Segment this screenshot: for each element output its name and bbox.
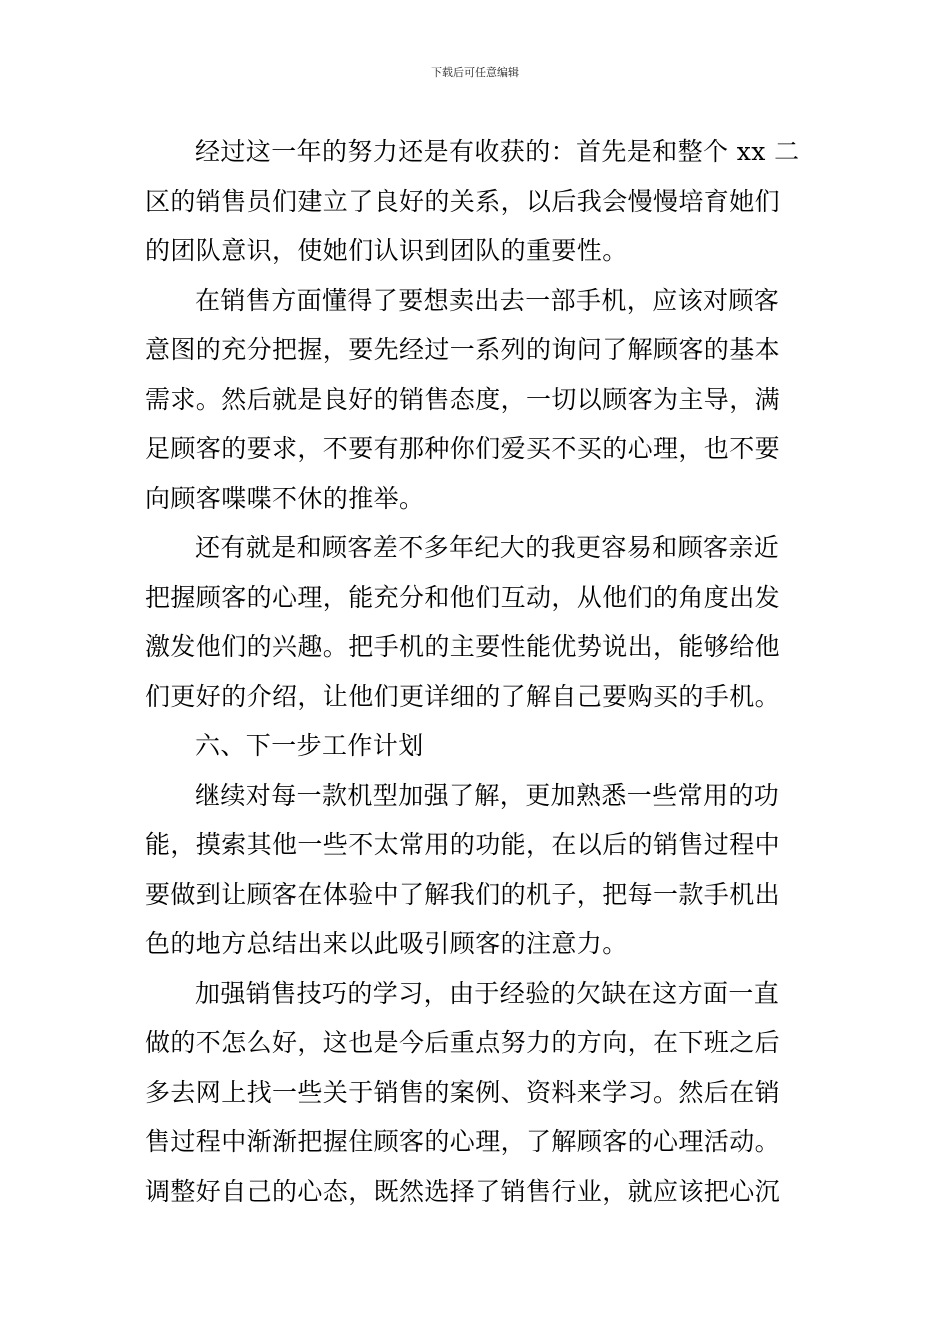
text-line: 在销售方面懂得了要想卖出去一部手机，应该对顾客 (195, 285, 780, 315)
text-line: 做的不怎么好，这也是今后重点努力的方向，在下班之后 (145, 1028, 781, 1057)
text-line: 的团队意识，使她们认识到团队的重要性。 (145, 236, 628, 265)
text-line: 要做到让顾客在体验中了解我们的机子，把每一款手机出 (145, 879, 781, 909)
text-line: 们更好的介绍，让他们更详细的了解自己要购买的手机。 (145, 681, 781, 711)
text-line: 能，摸索其他一些不太常用的功能，在以后的销售过程中 (145, 830, 781, 859)
text-line: 调整好自己的心态，既然选择了销售行业，就应该把心沉 (145, 1176, 781, 1206)
text-line: 向顾客喋喋不休的推举。 (145, 483, 425, 513)
text-line: 加强销售技巧的学习，由于经验的欠缺在这方面一直 (195, 978, 780, 1008)
page-header: 下载后可任意编辑 (431, 66, 519, 79)
text-line: 经过这一年的努力还是有收获的：首先是和整个 xx 二 (195, 137, 800, 166)
text-line: 意图的充分把握，要先经过一系列的询问了解顾客的基本 (145, 335, 781, 364)
text-line: 继续对每一款机型加强了解，更加熟悉一些常用的功 (195, 780, 780, 810)
text-line: 需求。然后就是良好的销售态度，一切以顾客为主导，满 (145, 384, 781, 414)
text-line: 足顾客的要求，不要有那种你们爱买不买的心理，也不要 (145, 434, 781, 463)
text-line: 激发他们的兴趣。把手机的主要性能优势说出，能够给他 (145, 632, 781, 661)
document-body (145, 127, 809, 1216)
section-heading: 六、下一步工作计划 (195, 731, 424, 760)
text-line: 把握顾客的心理，能充分和他们互动，从他们的角度出发 (145, 582, 781, 612)
text-line: 售过程中渐渐把握住顾客的心理，了解顾客的心理活动。 (145, 1127, 781, 1156)
text-line: 区的销售员们建立了良好的关系，以后我会慢慢培育她们 (145, 186, 781, 216)
text-line: 色的地方总结出来以此吸引顾客的注意力。 (145, 929, 628, 958)
text-line: 多去网上找一些关于销售的案例、资料来学习。然后在销 (145, 1077, 781, 1107)
text-line: 还有就是和顾客差不多年纪大的我更容易和顾客亲近 (195, 533, 780, 562)
